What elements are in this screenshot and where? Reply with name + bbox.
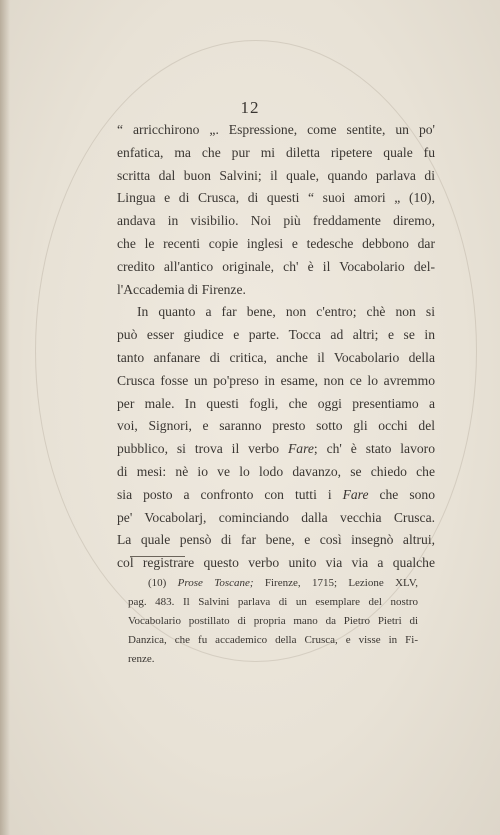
- text-line: La quale pensò di far bene, e così insegnò altrui,: [117, 532, 435, 548]
- footnote-title: Prose Toscane;: [177, 577, 254, 589]
- main-text: [117, 119, 435, 575]
- italic-term: Fare: [342, 486, 369, 502]
- text-segment: che sono: [368, 486, 435, 502]
- text-line: tanto anfanare di critica, anche il Vocabolario della: [117, 349, 435, 365]
- text-line: enfatica, ma che pur mi diletta ripetere quale fu: [117, 144, 435, 160]
- text-line: l'Accademia di Firenze.: [117, 281, 246, 297]
- text-line: può esser giudice e parte. Tocca ad altri; e se in: [117, 327, 435, 343]
- text-line: scritta dal buon Salvini; il quale, quando parlava di: [117, 167, 435, 183]
- text-line: per male. In questi fogli, che oggi presentiamo a: [117, 395, 435, 411]
- text-segment: ; ch' è stato lavoro: [313, 441, 435, 457]
- text-segment: pubblico, si trova il verbo: [117, 441, 288, 457]
- text-line: di mesi: nè io ve lo lodo davanzo, se chiedo che: [117, 463, 435, 479]
- text-segment: Firenze, 1715; Lezione XLV,: [253, 577, 418, 589]
- text-line: Crusca fosse un po'preso in esame, non ce lo avremmo: [117, 372, 435, 388]
- footnote-line: Danzica, che fu accademico della Crusca, e visse in Fi-: [128, 634, 418, 646]
- text-line: pe' Vocabolarj, cominciando dalla vecchia Crusca.: [117, 509, 435, 525]
- text-line: [117, 484, 435, 507]
- footnote-rule: [130, 556, 185, 557]
- text-line: In quanto a far bene, non c'entro; chè non si: [137, 304, 435, 320]
- page-number: 12: [240, 98, 260, 117]
- text-line: Lingua e di Crusca, di questi “ suoi amori „ (10),: [117, 190, 435, 206]
- text-line: col registrare questo verbo unito via via a qualche: [117, 555, 435, 571]
- footnote-line: Vocabolario postillato di propria mano da Pietro Pietri di: [128, 615, 418, 627]
- footnote-line: [128, 574, 418, 593]
- italic-term: Fare: [287, 441, 314, 457]
- footnote-line: pag. 483. Il Salvini parlava di un esemplare del nostro: [128, 596, 418, 608]
- text-line: credito all'antico originale, ch' è il Vocabolario del-: [117, 258, 435, 274]
- text-line: andava in visibilio. Noi più freddamente diremo,: [117, 213, 435, 229]
- footnote-marker: (10): [148, 577, 178, 589]
- text-line: “ arricchirono „. Espressione, come sentite, un po': [117, 122, 435, 137]
- text-line: [117, 438, 435, 461]
- footnote: [128, 574, 418, 669]
- text-line: che le recenti copie inglesi e tedesche debbono dar: [117, 235, 435, 251]
- footnote-line: renze.: [128, 653, 155, 665]
- text-line: voi, Signori, e saranno presto sotto gli occhi del: [117, 418, 435, 434]
- page-edge-shadow: [0, 0, 10, 835]
- text-segment: sia posto a confronto con tutti i: [117, 486, 343, 502]
